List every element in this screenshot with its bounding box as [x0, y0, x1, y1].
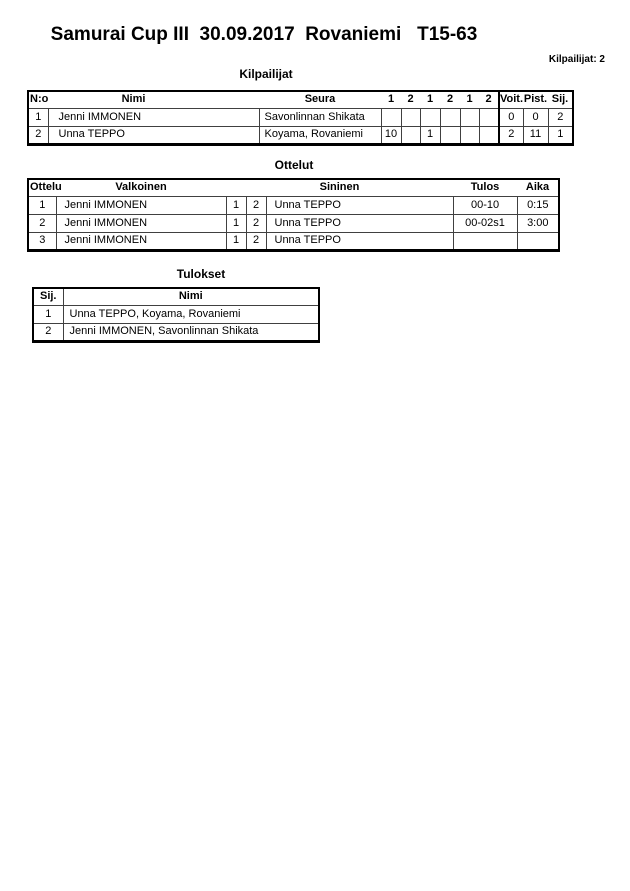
table-row — [28, 108, 573, 126]
cell-match-no: 2 — [28, 214, 56, 232]
cell-time: 0:15 — [517, 196, 559, 214]
cell-voit: 0 — [499, 108, 523, 126]
col-header-score6: 2 — [485, 93, 492, 106]
table-row — [33, 305, 319, 323]
col-header-pist: Pist. — [523, 93, 548, 106]
cell-competitor: Jenni IMMONEN, Savonlinnan Shikata — [63, 323, 319, 341]
matches-header-row — [28, 179, 559, 196]
cell-score — [479, 126, 499, 144]
cell-sij: 2 — [548, 108, 573, 126]
cell-score — [401, 126, 420, 144]
cell-white-player: Jenni IMMONEN — [56, 196, 226, 214]
competitors-table — [27, 90, 574, 146]
cell-seura: Savonlinnan Shikata — [259, 108, 381, 126]
cell-white-no: 1 — [226, 232, 246, 250]
col-header-sij: Sij. — [33, 288, 63, 305]
cell-no: 1 — [28, 108, 48, 126]
cell-white-no: 1 — [226, 196, 246, 214]
col-header-score3: 1 — [426, 93, 434, 106]
cell-blue-no: 2 — [246, 196, 266, 214]
cell-score — [460, 126, 479, 144]
cell-blue-player: Unna TEPPO — [266, 232, 453, 250]
section-title-tulokset: Tulokset — [176, 267, 226, 281]
cell-score — [460, 108, 479, 126]
cell-result: 00-10 — [453, 196, 517, 214]
page-title: Samurai Cup III 30.09.2017 Rovaniemi T15-63 — [50, 24, 478, 45]
cell-score — [479, 108, 499, 126]
cell-blue-no: 2 — [246, 214, 266, 232]
col-header-sij: Sij. — [551, 93, 569, 106]
results-header-row — [33, 288, 319, 305]
col-header-ottelu: Ottelu — [30, 181, 62, 194]
col-header-score5: 1 — [466, 93, 473, 106]
competitors-header-row — [28, 91, 573, 108]
col-header-nimi: Nimi — [178, 290, 203, 303]
cell-blue-player: Unna TEPPO — [266, 214, 453, 232]
col-header-seura: Seura — [304, 93, 336, 106]
table-row — [33, 323, 319, 341]
competitors-count-label: Kilpailijat: 2 — [548, 54, 605, 65]
cell-blue-no: 2 — [246, 232, 266, 250]
col-header-score1: 1 — [387, 93, 395, 106]
cell-voit: 2 — [499, 126, 523, 144]
cell-white-player: Jenni IMMONEN — [56, 232, 226, 250]
col-header-score4: 2 — [446, 93, 454, 106]
cell-match-no: 1 — [28, 196, 56, 214]
table-row — [28, 126, 573, 144]
table-row — [28, 196, 559, 214]
col-header-tulos: Tulos — [470, 181, 500, 194]
cell-score: 1 — [420, 126, 440, 144]
cell-score — [440, 126, 460, 144]
results-table — [32, 287, 320, 343]
cell-result: 00-02s1 — [453, 214, 517, 232]
col-header-voit: Voit. — [499, 91, 523, 108]
cell-blue-player: Unna TEPPO — [266, 196, 453, 214]
table-row — [28, 232, 559, 250]
cell-time: 3:00 — [517, 214, 559, 232]
col-header-valkoinen: Valkoinen — [115, 181, 167, 194]
cell-pist: 11 — [523, 126, 548, 144]
section-title-ottelut: Ottelut — [274, 158, 314, 172]
cell-seura: Koyama, Rovaniemi — [259, 126, 381, 144]
table-row — [28, 214, 559, 232]
cell-match-no: 3 — [28, 232, 56, 250]
cell-white-player: Jenni IMMONEN — [56, 214, 226, 232]
cell-nimi: Jenni IMMONEN — [48, 108, 259, 126]
cell-pist: 0 — [523, 108, 548, 126]
cell-white-no: 1 — [226, 214, 246, 232]
cell-score — [401, 108, 420, 126]
col-header-no: N:o — [30, 93, 49, 106]
matches-table — [27, 178, 560, 252]
cell-time — [517, 232, 559, 250]
cell-score — [381, 108, 401, 126]
cell-result — [453, 232, 517, 250]
cell-score: 10 — [381, 126, 401, 144]
cell-competitor: Unna TEPPO, Koyama, Rovaniemi — [63, 305, 319, 323]
col-header-sininen: Sininen — [319, 181, 360, 194]
cell-nimi: Unna TEPPO — [48, 126, 259, 144]
cell-score — [420, 108, 440, 126]
cell-score — [440, 108, 460, 126]
section-title-kilpailijat: Kilpailijat — [239, 67, 293, 81]
col-header-score2: 2 — [407, 93, 414, 106]
col-header-nimi: Nimi — [121, 93, 146, 106]
col-header-aika: Aika — [525, 181, 550, 194]
cell-no: 2 — [28, 126, 48, 144]
cell-sij: 1 — [548, 126, 573, 144]
cell-rank: 1 — [33, 305, 63, 323]
cell-rank: 2 — [33, 323, 63, 341]
